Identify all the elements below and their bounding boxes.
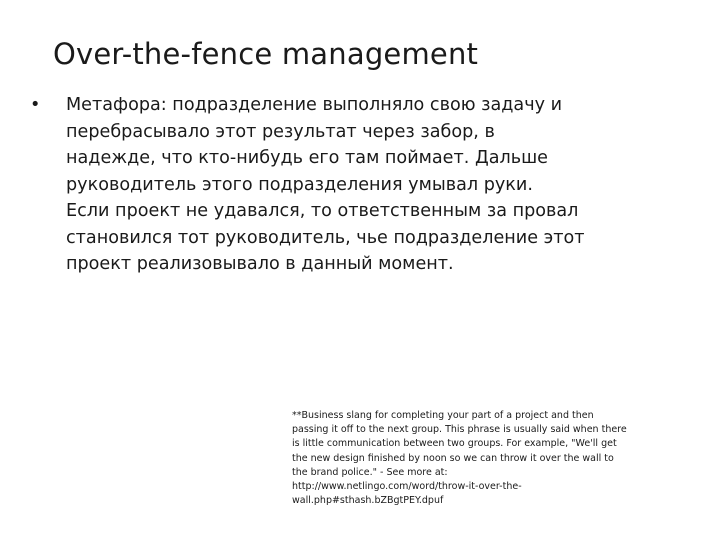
slide-title: Over-the-fence management [53, 37, 479, 71]
slide-body [30, 92, 670, 278]
bullet-item [30, 92, 670, 278]
bullet-text: Метафора: подразделение выполняло свою задачу и перебрасывало этот результат через забор, в надежде, что кто-нибудь его там поймает. Дальше руководитель этого подразделения умывал руки. Если проект не удавался, то ответственным за провал становился тот руководитель, чье подразделение этот проект реализовывало в данный момент. [66, 95, 585, 274]
bullet-marker: • [30, 95, 41, 115]
footnote: **Business slang for completing your part of a project and then passing it off to the next group. This phrase is usually said when there is little communication between two groups. For example, "We'll get the new design finished by noon so we can throw it over the wall to the brand police." - See more at: http://www.netlingo.com/word/throw-it-over-the- wall.php#sthash.bZBgtPEY.dpuf [292, 410, 627, 507]
